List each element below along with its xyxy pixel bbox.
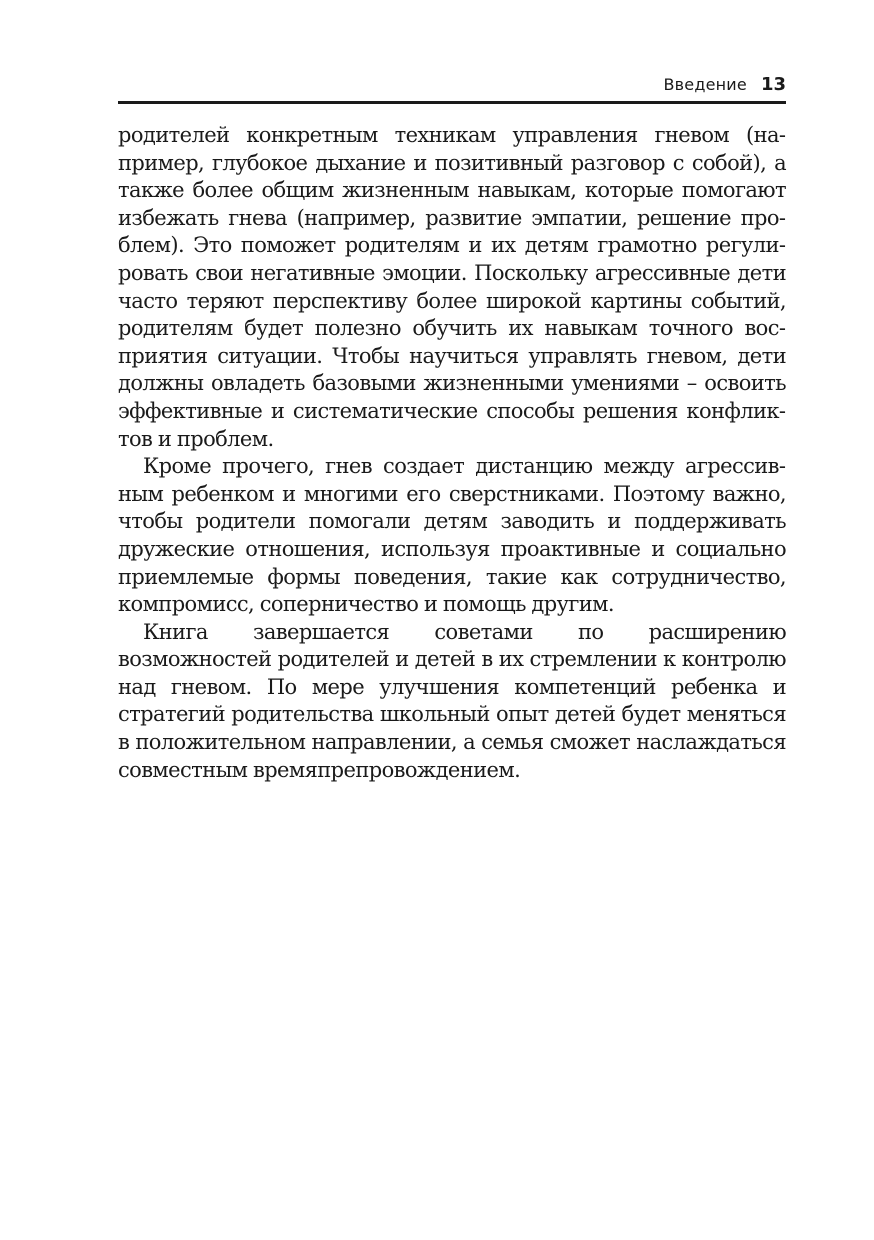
paragraph-3: Книга завершается советами по расширению возможностей родителей и детей в их стремлении к контролю над гневом. По мере улучшения компетенций ребенка и стратегий родительства школьный опыт детей будет меняться в положительном направлении, а семья сможет наслаждаться совместным времяпрепровождением. <box>118 619 786 782</box>
header-rule <box>118 101 786 104</box>
paragraph-1: родителей конкретным техникам управления гневом (например, глубокое дыхание и позитивный разговор с собой), а также более общим жизненным навыкам, которые помогают избежать гнева (например, развитие эмпатии, решение проблем). Это поможет родителям и их детям грамотно регулировать свои негативные эмоции. Поскольку агрессивные дети часто теряют перспективу более широкой картины событий, родителям будет полезно обучить их навыкам точного восприятия ситуации. Чтобы научиться управлять гневом, дети должны овладеть базовыми жизненными умениями – освоить эффективные и систематические способы решения конфликтов и проблем. <box>118 123 786 451</box>
page-number: 13 <box>760 74 786 95</box>
section-title: Введение <box>663 75 747 94</box>
running-head <box>118 74 786 100</box>
paragraph-2: Кроме прочего, гнев создает дистанцию между агрессивным ребенком и многими его сверстниками. Поэтому важно, чтобы родители помогали детям заводить и поддерживать дружеские отношения, используя проактивные и социально приемлемые формы поведения, такие как сотрудничество, компромисс, соперничество и помощь другим. <box>118 454 786 617</box>
body-text <box>118 122 786 784</box>
